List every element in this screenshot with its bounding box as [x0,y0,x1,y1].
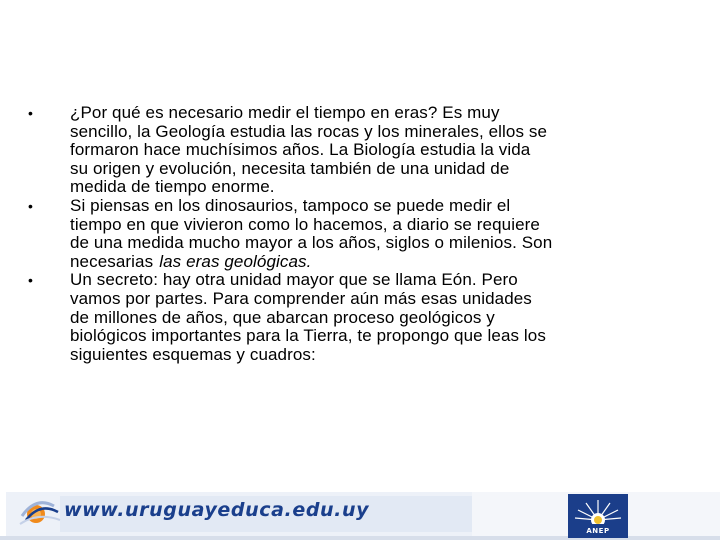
bullet-list [28,104,688,364]
bullet-line: Si piensas en los dinosaurios, tampoco se puede medir el [70,195,511,215]
uruguayeduca-sun-icon[interactable] [18,490,62,528]
bullet-line [70,253,688,272]
bullet-line: tiempo en que vivieron como lo hacemos, a diario se requiere [70,214,540,234]
bullet-item-3 [28,271,688,364]
bullet-marker: • [28,105,34,121]
bullet-line: formaron hace muchísimos años. La Biología estudia la vida [70,140,531,160]
bullet-line: sencillo, la Geología estudia las rocas y los minerales, ellos se [70,121,548,141]
bullet-line: medida de tiempo enorme. [70,177,275,197]
bullet-line: de millones de años, que abarcan proceso geológicos y [70,307,495,327]
emphasis-eras-geologicas: las eras geológicas. [159,251,312,271]
bullet-line: vamos por partes. Para comprender aún más esas unidades [70,288,532,308]
bullet-line: de una medida mucho mayor a los años, siglos o milenios. Son [70,233,553,253]
bullet-marker: • [28,197,34,214]
site-url-link[interactable]: www.uruguayeduca.edu.uy [64,499,370,521]
bullet-line: ¿Por qué es necesario medir el tiempo en eras? Es muy [70,103,500,122]
bullet-line-prefix: necesarias [70,251,154,271]
bullet-marker: • [28,272,34,289]
bullet-item-1 [28,104,688,197]
bullet-line: su origen y evolución, necesita también de una unidad de [70,158,510,178]
bullet-line: biológicos importantes para la Tierra, te propongo que leas los [70,326,546,346]
bullet-line: Un secreto: hay otra unidad mayor que se llama Eón. Pero [70,270,518,290]
anep-label: ANEP [586,527,610,535]
bullet-item-2 [28,197,688,271]
bullet-line: siguientes esquemas y cuadros: [70,344,316,364]
